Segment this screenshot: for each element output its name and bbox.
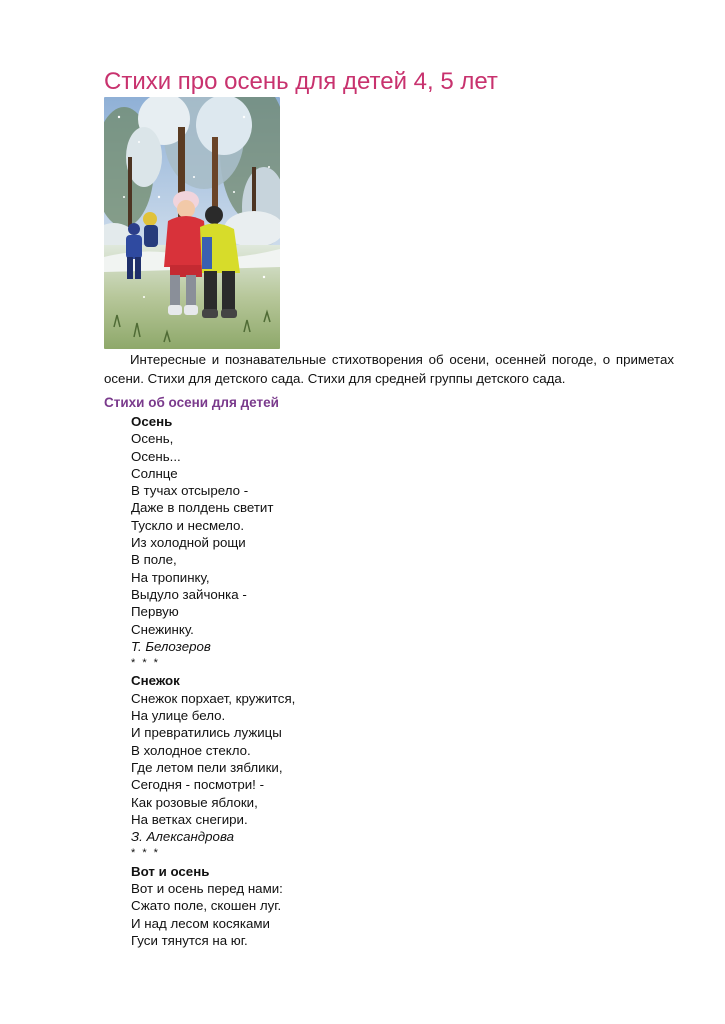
illustration-children-in-snow bbox=[104, 97, 280, 349]
poem-line: Осень, bbox=[131, 431, 174, 447]
poem-separator: * * * bbox=[131, 847, 160, 860]
poem-line: Выдуло зайчонка - bbox=[131, 586, 247, 602]
poem-line: Снежок порхает, кружится, bbox=[131, 690, 296, 706]
poem-line: Гуси тянутся на юг. bbox=[131, 932, 248, 948]
section-heading: Стихи об осени для детей bbox=[104, 395, 279, 410]
poem-line: И над лесом косяками bbox=[131, 915, 270, 931]
poem-line: Тускло и несмело. bbox=[131, 517, 245, 533]
poem-line: И превратились лужицы bbox=[131, 725, 282, 741]
poem-line: Как розовые яблоки, bbox=[131, 794, 258, 810]
poem-separator: * * * bbox=[131, 657, 160, 670]
poem bbox=[131, 413, 651, 672]
poem-line: Снежинку. bbox=[131, 621, 194, 637]
poems-list bbox=[131, 413, 651, 949]
poem-line: В холодное стекло. bbox=[131, 742, 251, 758]
poem-author: Т. Белозеров bbox=[131, 638, 211, 654]
poem-title: Осень bbox=[131, 414, 173, 429]
poem-lines bbox=[131, 690, 651, 828]
poem-line: В поле, bbox=[131, 552, 177, 568]
poem-line: Сжато поле, скошен луг. bbox=[131, 898, 282, 914]
poem-line: Первую bbox=[131, 604, 179, 620]
poem bbox=[131, 863, 651, 949]
intro-paragraph: Интересные и познавательные стихотворения об осени, осенней погоде, о приметах осени. Стихи для детского сада. Стихи для средней группы детского сада. bbox=[104, 352, 674, 386]
poem-author: З. Александрова bbox=[131, 829, 234, 845]
page-title: Стихи про осень для детей 4, 5 лет bbox=[104, 68, 498, 95]
poem-lines bbox=[131, 880, 651, 949]
poem-line: Из холодной рощи bbox=[131, 535, 246, 551]
poem-line: На ветках снегири. bbox=[131, 811, 248, 827]
poem-line: Вот и осень перед нами: bbox=[131, 881, 283, 897]
poem-line: Осень... bbox=[131, 448, 181, 464]
poem-line: Даже в полдень светит bbox=[131, 500, 274, 516]
poem-title: Снежок bbox=[131, 673, 180, 689]
poem-line: Где летом пели зяблики, bbox=[131, 759, 283, 775]
poem-line: В тучах отсырело - bbox=[131, 483, 249, 499]
poem-line: На тропинку, bbox=[131, 569, 210, 585]
poem bbox=[131, 672, 651, 862]
poem-title: Вот и осень bbox=[131, 863, 210, 879]
poem-lines bbox=[131, 430, 651, 638]
poem-line: На улице бело. bbox=[131, 708, 226, 724]
illustration-svg bbox=[104, 97, 280, 349]
poem-line: Сегодня - посмотри! - bbox=[131, 777, 264, 793]
poem-line: Солнце bbox=[131, 465, 178, 481]
